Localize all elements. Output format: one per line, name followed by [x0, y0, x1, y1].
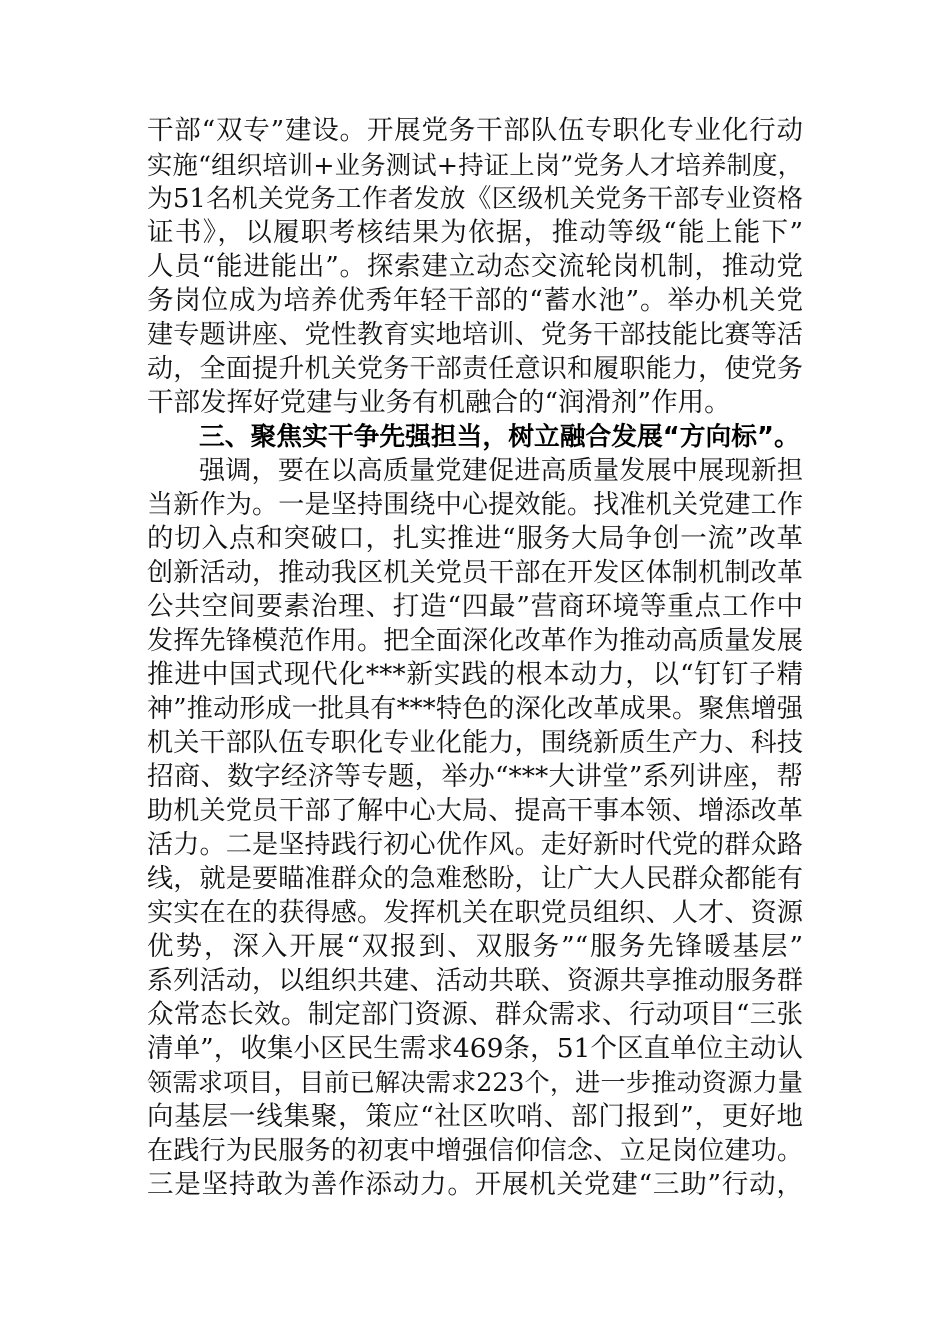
paragraph-line: 众常态长效。制定部门资源、群众需求、行动项目“三张 — [147, 999, 803, 1030]
section-heading: 三、聚焦实干争先强担当，树立融合发展“方向标”。 — [199, 422, 800, 452]
paragraph-line: 三是坚持敢为善作添动力。开展机关党建“三助”行动， — [147, 1169, 803, 1200]
paragraph-line: 领需求项目，目前已解决需求223个，进一步推动资源力量 — [147, 1068, 803, 1097]
paragraph-line: 清单”，收集小区民生需求469条，51个区直单位主动认 — [147, 1033, 803, 1064]
paragraph-line: 发挥先锋模范作用。把全面深化改革作为推动高质量发展 — [147, 626, 803, 656]
paragraph-line: 的切入点和突破口，扎实推进“服务大局争创一流”改革 — [147, 523, 803, 554]
paragraph-line: 实施“组织培训+业务测试+持证上岗”党务人才培养制度， — [147, 150, 803, 180]
paragraph-line: 招商、数字经济等专题，举办“***大讲堂”系列讲座，帮 — [147, 761, 803, 792]
paragraph-line: 神”推动形成一批具有***特色的深化改革成果。聚焦增强 — [147, 694, 803, 724]
paragraph-line: 动，全面提升机关党务干部责任意识和履职能力，使党务 — [147, 354, 803, 384]
paragraph-line: 证书》，以履职考核结果为依据，推动等级“能上能下” — [147, 217, 803, 248]
paragraph-line: 向基层一线集聚，策应“社区吹哨、部门报到”，更好地 — [147, 1101, 803, 1132]
paragraph-line: 在践行为民服务的初衷中增强信仰信念、立足岗位建功。 — [147, 1136, 803, 1166]
paragraph-line: 优势，深入开展“双报到、双服务”“服务先锋暖基层” — [147, 931, 803, 962]
paragraph-line: 强调，要在以高质量党建促进高质量发展中展现新担 — [199, 456, 803, 486]
paragraph-line: 活力。二是坚持践行初心优作风。走好新时代党的群众路 — [147, 830, 803, 860]
paragraph-line: 建专题讲座、党性教育实地培训、党务干部技能比赛等活 — [147, 320, 803, 350]
paragraph-line: 实实在在的获得感。发挥机关在职党员组织、人才、资源 — [147, 898, 803, 928]
paragraph-line: 当新作为。一是坚持围绕中心提效能。找准机关党建工作 — [147, 490, 803, 520]
paragraph-line: 干部“双专”建设。开展党务干部队伍专职化专业化行动 — [147, 115, 803, 146]
paragraph-line: 助机关党员干部了解中心大局、提高干事本领、增添改革 — [147, 796, 803, 826]
paragraph-line: 公共空间要素治理、打造“四最”营商环境等重点工作中 — [147, 591, 803, 622]
paragraph-line: 为51名机关党务工作者发放《区级机关党务干部专业资格 — [147, 184, 803, 214]
paragraph-line: 系列活动，以组织共建、活动共联、资源共享推动服务群 — [147, 966, 803, 996]
paragraph-line: 推进中国式现代化***新实践的根本动力，以“钉钉子精 — [147, 659, 803, 690]
paragraph-line: 线，就是要瞄准群众的急难愁盼，让广大人民群众都能有 — [147, 864, 803, 894]
document-body — [147, 114, 803, 1202]
paragraph-line: 人员“能进能出”。探索建立动态交流轮岗机制，推动党 — [147, 251, 803, 282]
paragraph-line: 干部发挥好党建与业务有机融合的“润滑剂”作用。 — [147, 387, 731, 418]
paragraph-line: 创新活动，推动我区机关党员干部在开发区体制机制改革 — [147, 558, 803, 588]
paragraph-line: 务岗位成为培养优秀年轻干部的“蓄水池”。举办机关党 — [147, 285, 803, 316]
paragraph-line: 机关干部队伍专职化专业化能力，围绕新质生产力、科技 — [147, 728, 803, 758]
